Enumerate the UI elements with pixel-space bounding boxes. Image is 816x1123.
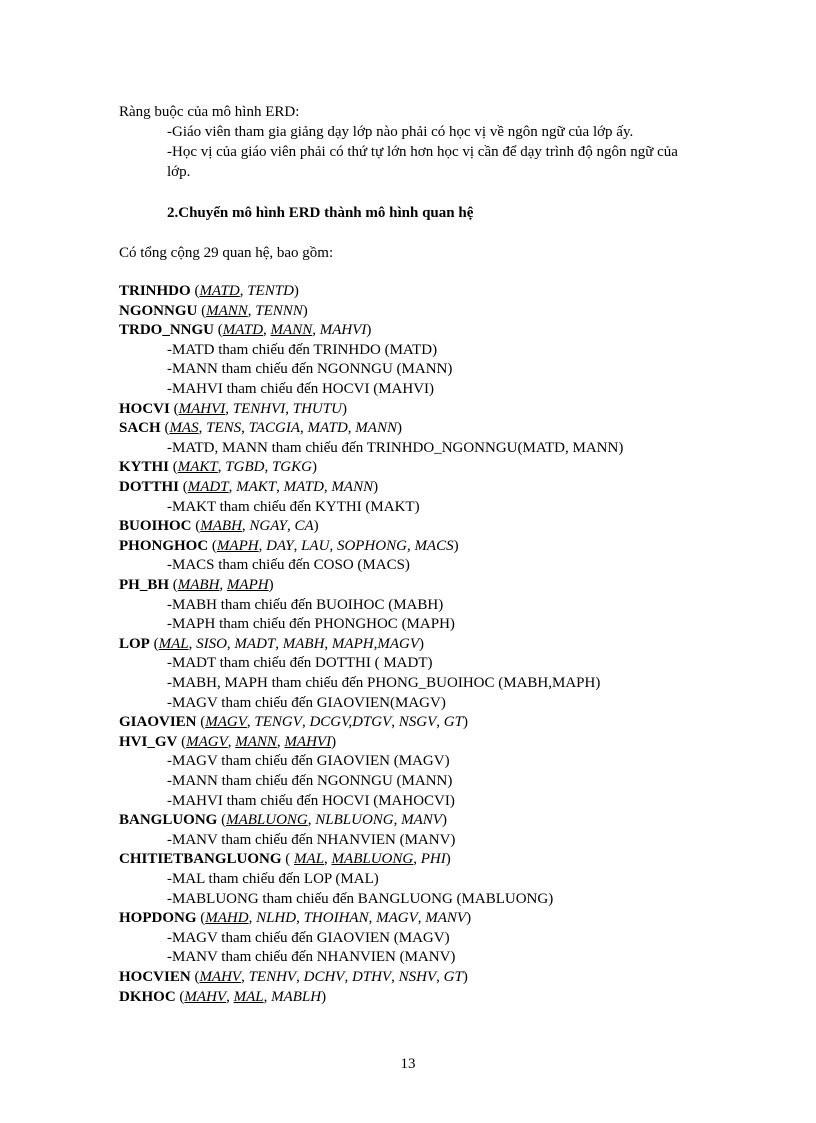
foreign-key-reference: -MABLUONG tham chiếu đến BANGLUONG (MABLUONG) bbox=[167, 891, 554, 907]
relation-schema: NGONNGU (MANN, TENNN) bbox=[119, 303, 308, 319]
foreign-key-reference: -MANV tham chiếu đến NHANVIEN (MANV) bbox=[167, 949, 456, 965]
attribute: TENHV bbox=[248, 969, 297, 985]
foreign-key-reference: -MAL tham chiếu đến LOP (MAL) bbox=[167, 871, 379, 887]
foreign-key-reference: -MAGV tham chiếu đến GIAOVIEN(MAGV) bbox=[167, 695, 446, 711]
relation-schema: PHONGHOC (MAPH, DAY, LAU, SOPHONG, MACS) bbox=[119, 538, 459, 554]
relation-name: SACH bbox=[119, 420, 161, 436]
relation-name: HOCVI bbox=[119, 401, 170, 417]
foreign-key-reference: -MAGV tham chiếu đến GIAOVIEN (MAGV) bbox=[167, 930, 450, 946]
foreign-key-reference: -MACS tham chiếu đến COSO (MACS) bbox=[167, 557, 410, 573]
relation-schema: LOP (MAL, SISO, MADT, MABH, MAPH,MAGV) bbox=[119, 636, 424, 652]
relation-name: KYTHI bbox=[119, 459, 170, 475]
primary-key-attribute: MAGV bbox=[186, 734, 228, 750]
primary-key-attribute: MABLUONG bbox=[226, 812, 308, 828]
attribute: TENS bbox=[206, 420, 242, 436]
foreign-key-reference: -MABH, MAPH tham chiếu đến PHONG_BUOIHOC (MABH,MAPH) bbox=[167, 675, 601, 691]
attribute: MAPH,MAGV bbox=[331, 636, 419, 652]
attribute: LAU bbox=[301, 538, 330, 554]
attribute: DAY bbox=[266, 538, 294, 554]
page-number: 13 bbox=[400, 1056, 416, 1072]
relation-name: PHONGHOC bbox=[119, 538, 209, 554]
attribute: MACS bbox=[414, 538, 454, 554]
primary-key-attribute: MAHVI bbox=[284, 734, 332, 750]
relation-schema: HOCVI (MAHVI, TENHVI, THUTU) bbox=[119, 401, 347, 417]
primary-key-attribute: MADT bbox=[187, 479, 229, 495]
foreign-key-reference: -MAHVI tham chiếu đến HOCVI (MAHOCVI) bbox=[167, 793, 455, 809]
relation-name: DOTTHI bbox=[119, 479, 180, 495]
attribute: THOIHAN bbox=[303, 910, 369, 926]
foreign-key-reference: -MADT tham chiếu đến DOTTHI ( MADT) bbox=[167, 655, 433, 671]
primary-key-attribute: MANN bbox=[270, 322, 313, 338]
foreign-key-reference: -MATD tham chiếu đến TRINHDO (MATD) bbox=[167, 342, 438, 358]
relation-schema: DKHOC (MAHV, MAL, MABLH) bbox=[119, 989, 327, 1005]
relation-name: DKHOC bbox=[119, 989, 176, 1005]
relation-schema: GIAOVIEN (MAGV, TENGV, DCGV,DTGV, NSGV, GT) bbox=[119, 714, 468, 730]
relation-name: PH_BH bbox=[119, 577, 170, 593]
foreign-key-reference: -MANN tham chiếu đến NGONNGU (MANN) bbox=[167, 361, 453, 377]
relation-name: NGONNGU bbox=[119, 303, 198, 319]
attribute: GT bbox=[443, 714, 463, 730]
primary-key-attribute: MAS bbox=[169, 420, 199, 436]
relation-schema: KYTHI (MAKT, TGBD, TGKG) bbox=[119, 459, 317, 475]
attribute: TGBD bbox=[225, 459, 265, 475]
attribute: MATD bbox=[283, 479, 324, 495]
attribute: NLBLUONG bbox=[315, 812, 394, 828]
relation-name: CHITIETBANGLUONG bbox=[119, 851, 282, 867]
attribute: TENTD bbox=[247, 283, 294, 299]
relation-schema: HVI_GV (MAGV, MANN, MAHVI) bbox=[119, 734, 337, 750]
relation-schema: TRDO_NNGU (MATD, MANN, MAHVI) bbox=[119, 322, 372, 338]
relation-name: GIAOVIEN bbox=[119, 714, 197, 730]
constraint-item: -Giáo viên tham gia giảng dạy lớp nào phải có học vị về ngôn ngữ của lớp ấy. bbox=[167, 124, 634, 140]
relation-name: BUOIHOC bbox=[119, 518, 192, 534]
attribute: GT bbox=[443, 969, 463, 985]
relation-schema: DOTTHI (MADT, MAKT, MATD, MANN) bbox=[119, 479, 379, 495]
primary-key-attribute: MAL bbox=[158, 636, 189, 652]
foreign-key-reference: -MABH tham chiếu đến BUOIHOC (MABH) bbox=[167, 597, 444, 613]
attribute: SISO bbox=[196, 636, 227, 652]
relation-name: HOPDONG bbox=[119, 910, 197, 926]
primary-key-attribute: MATD bbox=[222, 322, 264, 338]
primary-key-attribute: MANN bbox=[206, 303, 248, 319]
primary-key-attribute: MATD bbox=[199, 283, 240, 299]
attribute: DTHV bbox=[351, 969, 392, 985]
foreign-key-reference: -MAPH tham chiếu đến PHONGHOC (MAPH) bbox=[167, 616, 455, 632]
attribute: THUTU bbox=[292, 401, 342, 417]
relation-name: TRINHDO bbox=[119, 283, 191, 299]
primary-key-attribute: MAL bbox=[294, 851, 325, 867]
primary-key-attribute: MANN bbox=[235, 734, 277, 750]
attribute: TENNN bbox=[255, 303, 303, 319]
attribute: NGAY bbox=[249, 518, 287, 534]
primary-key-attribute: MAPH bbox=[226, 577, 269, 593]
attribute: MANV bbox=[401, 812, 442, 828]
attribute: NSHV bbox=[398, 969, 437, 985]
relation-name: HOCVIEN bbox=[119, 969, 191, 985]
relation-schema: HOPDONG (MAHD, NLHD, THOIHAN, MAGV, MANV) bbox=[119, 910, 472, 926]
primary-key-attribute: MAGV bbox=[205, 714, 247, 730]
attribute: PHI bbox=[420, 851, 446, 867]
relation-name: TRDO_NNGU bbox=[119, 322, 215, 338]
primary-key-attribute: MAHVI bbox=[178, 401, 226, 417]
attribute: MANN bbox=[331, 479, 374, 495]
primary-key-attribute: MAKT bbox=[177, 459, 218, 475]
relation-schema: CHITIETBANGLUONG ( MAL, MABLUONG, PHI) bbox=[119, 851, 451, 867]
attribute: TENHVI bbox=[232, 401, 286, 417]
attribute: MANN bbox=[355, 420, 397, 436]
relation-name: LOP bbox=[119, 636, 150, 652]
foreign-key-reference: -MATD, MANN tham chiếu đến TRINHDO_NGONNGU(MATD, MANN) bbox=[167, 440, 624, 456]
attribute: MATD bbox=[307, 420, 348, 436]
constraints-block bbox=[119, 102, 697, 182]
attribute: MABLH bbox=[271, 989, 322, 1005]
constraints-title: Ràng buộc của mô hình ERD: bbox=[119, 104, 300, 120]
primary-key-attribute: MABH bbox=[177, 577, 220, 593]
attribute: DCGV,DTGV bbox=[309, 714, 392, 730]
attribute: MAGV bbox=[376, 910, 418, 926]
foreign-key-reference: -MANN tham chiếu đến NGONNGU (MANN) bbox=[167, 773, 453, 789]
primary-key-attribute: MAHD bbox=[205, 910, 249, 926]
attribute: MANV bbox=[425, 910, 467, 926]
primary-key-attribute: MAPH bbox=[216, 538, 259, 554]
attribute: CA bbox=[294, 518, 314, 534]
intro-text: Có tổng cộng 29 quan hệ, bao gồm: bbox=[119, 245, 334, 261]
attribute: MAKT bbox=[236, 479, 277, 495]
primary-key-attribute: MAHV bbox=[199, 969, 242, 985]
foreign-key-reference: -MAGV tham chiếu đến GIAOVIEN (MAGV) bbox=[167, 753, 450, 769]
relation-schema: TRINHDO (MATD, TENTD) bbox=[119, 283, 299, 299]
relation-schema: SACH (MAS, TENS, TACGIA, MATD, MANN) bbox=[119, 420, 402, 436]
primary-key-attribute: MAL bbox=[233, 989, 264, 1005]
relation-name: HVI_GV bbox=[119, 734, 178, 750]
attribute: TENGV bbox=[254, 714, 302, 730]
attribute: MAHVI bbox=[319, 322, 367, 338]
attribute: NSGV bbox=[398, 714, 437, 730]
foreign-key-reference: -MAHVI tham chiếu đến HOCVI (MAHVI) bbox=[167, 381, 435, 397]
relation-schema: BANGLUONG (MABLUONG, NLBLUONG, MANV) bbox=[119, 812, 447, 828]
attribute: TACGIA bbox=[248, 420, 301, 436]
relation-schema: PH_BH (MABH, MAPH) bbox=[119, 577, 274, 593]
attribute: DCHV bbox=[303, 969, 345, 985]
relation-schema: HOCVIEN (MAHV, TENHV, DCHV, DTHV, NSHV, GT) bbox=[119, 969, 468, 985]
attribute: MADT bbox=[234, 636, 276, 652]
relation-schema: BUOIHOC (MABH, NGAY, CA) bbox=[119, 518, 319, 534]
foreign-key-reference: -MANV tham chiếu đến NHANVIEN (MANV) bbox=[167, 832, 456, 848]
relation-name: BANGLUONG bbox=[119, 812, 218, 828]
attribute: MABH bbox=[282, 636, 325, 652]
constraint-item: -Học vị của giáo viên phải có thứ tự lớn hơn học vị cần để dạy trình độ ngôn ngữ của lớp. bbox=[167, 144, 678, 180]
attribute: NLHD bbox=[256, 910, 297, 926]
primary-key-attribute: MAHV bbox=[184, 989, 227, 1005]
attribute: TGKG bbox=[271, 459, 312, 475]
section-heading: 2.Chuyển mô hình ERD thành mô hình quan hệ bbox=[167, 205, 474, 221]
primary-key-attribute: MABLUONG bbox=[331, 851, 414, 867]
attribute: SOPHONG bbox=[336, 538, 407, 554]
foreign-key-reference: -MAKT tham chiếu đến KYTHI (MAKT) bbox=[167, 499, 420, 515]
primary-key-attribute: MABH bbox=[200, 518, 242, 534]
